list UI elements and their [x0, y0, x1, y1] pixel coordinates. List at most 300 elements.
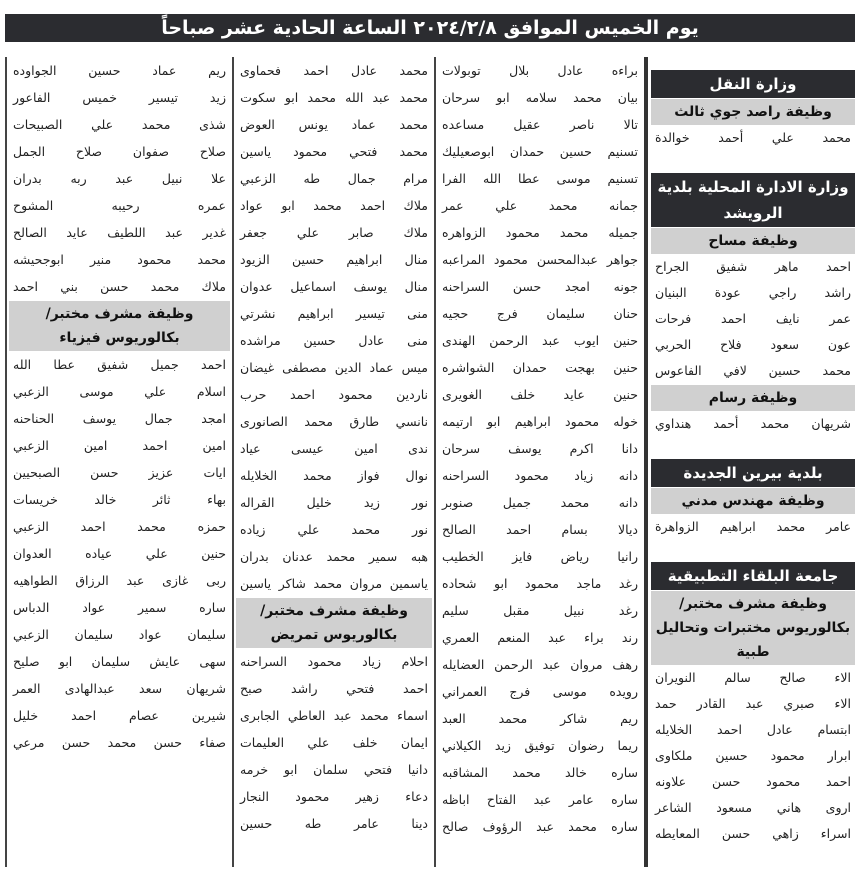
name-part: منال — [404, 279, 428, 294]
name-part: حسين — [291, 252, 325, 267]
name-part: براء — [584, 630, 604, 645]
name-part: الشواشره — [442, 360, 495, 375]
name-part: صبح — [240, 681, 263, 696]
candidate-name-row — [438, 678, 642, 705]
name-part: شفيق — [97, 357, 129, 372]
name-part: حجيه — [442, 306, 469, 321]
candidate-name-row — [651, 411, 855, 437]
candidate-name-row — [438, 462, 642, 489]
name-part: حسين — [303, 333, 336, 348]
name-part: الزعبي — [240, 171, 276, 186]
candidate-name-row — [236, 138, 432, 165]
candidate-name-row — [651, 691, 855, 717]
name-part: عمر — [829, 311, 851, 326]
name-part: الكيلاني — [442, 738, 482, 753]
name-part: العوض — [240, 117, 275, 132]
name-part: فحماوى — [240, 63, 281, 78]
name-part: اروى — [825, 800, 851, 815]
name-part: الفرا — [442, 171, 466, 186]
name-part: عدوان — [240, 279, 273, 294]
header-title: يوم الخميس الموافق ٢٠٢٤/٢/٨ الساعة الحادية عشر صباحاً — [161, 17, 699, 39]
name-part: علي — [297, 522, 320, 537]
name-part: بلال — [509, 63, 530, 78]
candidate-name-row — [438, 84, 642, 111]
name-part: محمد — [107, 735, 137, 750]
candidate-name-row — [438, 219, 642, 246]
name-part: عياد — [240, 441, 261, 456]
candidate-name-row — [236, 246, 432, 273]
name-part: علي — [307, 735, 330, 750]
candidate-name-row — [438, 327, 642, 354]
candidate-name-row — [236, 543, 432, 570]
name-part: امجد — [565, 279, 590, 294]
name-part: السراحنه — [442, 468, 490, 483]
name-part: رند — [621, 630, 638, 645]
name-part: بني — [60, 279, 78, 294]
name-part: المنعم — [497, 630, 531, 645]
name-part: ابراهيم — [719, 519, 756, 534]
candidate-name-row — [236, 381, 432, 408]
candidate-name-row — [651, 280, 855, 306]
name-part: السراحنه — [240, 654, 288, 669]
name-part: حمد — [655, 696, 677, 711]
name-part: الاء — [834, 696, 851, 711]
name-part: محمود — [565, 414, 600, 429]
name-part: موسى — [79, 384, 114, 399]
candidate-name-row — [438, 759, 642, 786]
name-part: ربه — [70, 171, 87, 186]
name-part: رياض — [560, 549, 590, 564]
candidate-name-row — [9, 273, 230, 300]
name-part: محمود — [770, 748, 805, 763]
name-part: السراحنه — [442, 279, 490, 294]
candidate-name-row — [651, 665, 855, 691]
name-part: زياده — [240, 522, 266, 537]
name-part: موسى — [556, 171, 591, 186]
name-part: نايف — [775, 311, 800, 326]
name-part: عدنان — [282, 549, 313, 564]
name-part: أحمد — [718, 130, 744, 145]
name-part: غازى — [162, 573, 189, 588]
name-part: محمود — [137, 252, 172, 267]
candidate-name-row — [236, 675, 432, 702]
name-part: العدوان — [13, 546, 52, 561]
name-part: موسى — [552, 684, 587, 699]
candidate-name-row — [438, 516, 642, 543]
name-part: الزعبي — [13, 519, 49, 534]
name-part: عبد — [165, 225, 183, 240]
name-part: دانه — [618, 495, 638, 510]
name-part: خلف — [510, 387, 536, 402]
name-part: تالا — [623, 117, 638, 132]
name-part: سليم — [442, 603, 469, 618]
candidate-name-row — [236, 327, 432, 354]
candidate-name-row — [9, 513, 230, 540]
name-part: حسين — [88, 63, 121, 78]
name-part: رغد — [618, 576, 638, 591]
name-part: طه — [304, 816, 322, 831]
name-part: ساره — [611, 765, 638, 780]
name-part: عمر — [442, 198, 464, 213]
name-part: محمود — [766, 774, 801, 789]
name-part: علي — [296, 225, 319, 240]
name-part: فتحي — [346, 681, 375, 696]
name-part: زيد — [209, 90, 226, 105]
name-part: حنين — [613, 387, 638, 402]
name-part: الرحمن — [494, 657, 533, 672]
name-part: محمد — [360, 708, 389, 723]
name-part: عمره — [197, 198, 226, 213]
candidate-name-row — [236, 111, 432, 138]
name-part: مصطفى — [282, 360, 327, 375]
name-part: عامر — [826, 519, 851, 534]
name-part: نور — [412, 495, 428, 510]
name-part: شذى — [199, 117, 226, 132]
name-part: الصالح — [442, 522, 476, 537]
name-part: محمد — [760, 416, 790, 431]
name-part: جميله — [608, 225, 638, 240]
name-part: شريهان — [186, 681, 226, 696]
name-part: ندى — [408, 441, 428, 456]
name-part: الجراح — [655, 259, 689, 274]
candidate-name-row — [236, 489, 432, 516]
name-part: تيسير — [355, 306, 385, 321]
name-part: محمد — [326, 549, 356, 564]
name-part: الفاعور — [13, 90, 51, 105]
name-part: حنان — [613, 306, 638, 321]
name-part: العضايله — [442, 657, 485, 672]
name-part: خرمه — [240, 762, 269, 777]
name-part: اكرم — [569, 441, 594, 456]
name-part: محمد — [313, 576, 343, 591]
name-part: سليمان — [74, 627, 114, 642]
name-part: الصبيحات — [13, 117, 63, 132]
name-part: رحيبه — [111, 198, 140, 213]
candidate-name-row — [236, 300, 432, 327]
name-part: الدين — [334, 360, 362, 375]
name-part: اسماعيل — [290, 279, 337, 294]
name-part: الهندى — [442, 333, 476, 348]
name-part: ثائر — [152, 492, 171, 507]
name-part: محمد — [141, 117, 171, 132]
candidate-name-row — [438, 624, 642, 651]
name-part: الفتاح — [486, 792, 517, 807]
job-title-heading: وظيفة رسام — [651, 384, 855, 411]
name-part: الزعبي — [13, 438, 49, 453]
candidate-name-row — [236, 354, 432, 381]
name-part: صبري — [783, 696, 815, 711]
name-part: عبد — [115, 171, 134, 186]
name-part: زياد — [574, 468, 594, 483]
name-part: نبيل — [161, 171, 183, 186]
name-part: زاهي — [772, 826, 799, 841]
department-heading: وزارة الادارة المحلية بلدية الرويشد — [651, 173, 855, 227]
name-part: ابراهيم — [514, 414, 551, 429]
name-part: هنداوي — [655, 416, 692, 431]
name-part: رضوان — [568, 738, 604, 753]
name-part: الله — [345, 90, 364, 105]
candidate-name-row — [236, 192, 432, 219]
name-part: ياسمين — [389, 576, 428, 591]
name-part: علا — [211, 171, 226, 186]
name-part: العمراني — [442, 684, 487, 699]
name-part: سعود — [770, 337, 799, 352]
name-part: صفوان — [132, 144, 169, 159]
name-part: جواهر — [606, 252, 638, 267]
name-part: الصالح — [13, 225, 47, 240]
name-part: مروان — [349, 576, 383, 591]
name-part: بهاء — [207, 492, 226, 507]
name-part: ابوجحيشه — [13, 252, 64, 267]
name-part: عماد — [351, 117, 376, 132]
name-part: صلاح — [75, 144, 103, 159]
name-part: مراشده — [240, 333, 281, 348]
name-part: نبيل — [563, 603, 585, 618]
name-part: حسن — [711, 774, 741, 789]
candidate-name-row — [651, 717, 855, 743]
name-part: الطواهيه — [13, 573, 58, 588]
name-part: مقبل — [503, 603, 530, 618]
name-part: محمد — [313, 198, 342, 213]
name-part: احلام — [401, 654, 428, 669]
column-2 — [438, 57, 642, 840]
name-part: ارتيمه — [442, 414, 473, 429]
candidate-name-row — [438, 651, 642, 678]
name-part: عبد — [333, 708, 352, 723]
name-part: حسن — [61, 735, 91, 750]
name-part: عبد — [126, 573, 145, 588]
name-part: زهير — [355, 789, 379, 804]
name-part: تسنيم — [607, 171, 638, 186]
name-part: ابراهيم — [346, 252, 383, 267]
name-part: سليمان — [91, 654, 131, 669]
name-part: محمد — [560, 495, 590, 510]
candidate-name-row — [438, 408, 642, 435]
name-part: الرحمن — [489, 333, 528, 348]
name-part: محمود — [493, 252, 528, 267]
name-part: الجواوده — [13, 63, 57, 78]
name-part: احمد — [142, 438, 168, 453]
name-part: محمد — [304, 414, 333, 429]
name-part: ربى — [206, 573, 226, 588]
name-part: حسين — [715, 748, 748, 763]
name-part: محمد — [559, 225, 589, 240]
name-part: حمدان — [509, 144, 545, 159]
name-part: دانه — [618, 468, 638, 483]
name-part: عطا — [518, 171, 540, 186]
name-part: فرحات — [655, 311, 692, 326]
candidate-name-row — [9, 405, 230, 432]
name-part: جمانه — [609, 198, 638, 213]
name-part: ساره — [199, 600, 226, 615]
candidate-name-row — [236, 570, 432, 597]
candidate-name-row — [236, 648, 432, 675]
name-part: محمد — [399, 90, 428, 105]
name-part: عيسى — [291, 441, 324, 456]
candidate-name-row — [438, 489, 642, 516]
name-part: زياد — [362, 654, 382, 669]
name-part: اباظه — [442, 792, 470, 807]
name-part: عبد — [542, 333, 560, 348]
name-part: حنين — [613, 333, 638, 348]
candidate-name-row — [438, 786, 642, 813]
name-part: صفاء — [199, 735, 226, 750]
name-part: ابو — [283, 762, 298, 777]
name-part: ملكاوى — [655, 748, 693, 763]
name-part: اللطيف — [107, 225, 146, 240]
name-part: عطا — [53, 357, 75, 372]
name-part: ابو — [494, 576, 508, 591]
candidate-name-row — [236, 165, 432, 192]
name-part: منى — [407, 333, 428, 348]
name-part: دينا — [411, 816, 428, 831]
name-part: محمد — [197, 252, 226, 267]
name-part: شيرين — [191, 708, 226, 723]
candidate-name-row — [438, 570, 642, 597]
name-part: ابراهيم — [297, 306, 334, 321]
name-part: خوله — [613, 414, 638, 429]
name-part: مسعود — [716, 800, 753, 815]
name-part: القادر — [696, 696, 726, 711]
name-part: ياسين — [240, 144, 272, 159]
name-part: نور — [412, 522, 428, 537]
column-divider — [232, 57, 234, 867]
name-part: ساره — [611, 819, 638, 834]
name-part: سمير — [137, 600, 167, 615]
name-part: عماد — [152, 63, 177, 78]
name-part: سليمان — [546, 306, 585, 321]
name-part: مرعي — [13, 735, 45, 750]
candidate-name-row — [9, 378, 230, 405]
name-part: حسين — [559, 144, 592, 159]
name-part: العليمات — [240, 735, 285, 750]
candidate-name-row — [236, 702, 432, 729]
name-part: توفيق — [524, 738, 555, 753]
name-part: الزعبي — [13, 627, 49, 642]
name-part: ماهر — [774, 259, 799, 274]
name-part: صالح — [442, 819, 469, 834]
name-part: جميل — [502, 495, 532, 510]
candidate-name-row — [438, 111, 642, 138]
candidate-name-row — [651, 358, 855, 384]
candidate-name-row — [9, 567, 230, 594]
name-part: سالم — [724, 670, 751, 685]
name-part: هاني — [776, 800, 802, 815]
name-part: خميس — [82, 90, 117, 105]
candidate-name-row — [9, 351, 230, 378]
name-part: محمود — [338, 387, 373, 402]
name-part: صنوبر — [442, 495, 474, 510]
name-part: احمد — [716, 722, 742, 737]
name-part: صابر — [348, 225, 374, 240]
name-part: محمد — [399, 117, 428, 132]
name-part: الجمل — [13, 144, 46, 159]
name-part: اسراء — [820, 826, 851, 841]
name-part: حسن — [153, 735, 182, 750]
candidate-name-row — [438, 300, 642, 327]
candidate-name-row — [236, 219, 432, 246]
name-part: المشاقبه — [442, 765, 488, 780]
name-part: حسن — [100, 279, 129, 294]
candidate-name-row — [236, 408, 432, 435]
name-part: اسلام — [196, 384, 226, 399]
name-part: دانيا — [407, 762, 428, 777]
name-part: سهى — [199, 654, 226, 669]
name-part: محمد — [568, 819, 597, 834]
name-part: مروان — [570, 657, 603, 672]
candidate-name-row — [438, 435, 642, 462]
name-part: ابرار — [827, 748, 851, 763]
name-part: الخلايله — [240, 468, 278, 483]
name-part: امين — [83, 438, 108, 453]
candidate-name-row — [438, 354, 642, 381]
name-part: يونس — [298, 117, 328, 132]
name-part: ريم — [620, 711, 638, 726]
section-spacer — [651, 540, 855, 562]
name-part: فايز — [512, 549, 533, 564]
name-part: ريم — [208, 63, 226, 78]
candidate-name-row — [9, 192, 230, 219]
name-part: القراله — [240, 495, 275, 510]
name-part: محمود — [295, 789, 330, 804]
name-part: سكوت — [240, 90, 276, 105]
name-part: اسماء — [397, 708, 428, 723]
name-part: المعايطه — [655, 826, 700, 841]
name-part: الله — [482, 171, 502, 186]
name-part: ماجد — [576, 576, 602, 591]
name-part: براءه — [611, 63, 638, 78]
job-title-heading: وظيفة مشرف مختبر/بكالوريوس فيزياء — [9, 300, 230, 351]
name-part: عواد — [240, 198, 263, 213]
name-part: العمر — [13, 681, 41, 696]
name-part: عون — [827, 337, 851, 352]
name-part: العاطي — [287, 708, 326, 723]
job-title-heading: وظيفة مهندس مدني — [651, 487, 855, 514]
candidate-name-row — [438, 597, 642, 624]
name-part: فرج — [496, 306, 518, 321]
name-part: محمود — [524, 576, 559, 591]
name-part: سلامه — [525, 90, 558, 105]
candidate-name-row — [236, 57, 432, 84]
name-part: احمد — [303, 63, 329, 78]
name-part: امين — [354, 441, 378, 456]
name-part: ملاك — [201, 279, 226, 294]
name-part: فتحي — [349, 144, 378, 159]
name-part: علاونه — [655, 774, 687, 789]
name-part: محمد — [498, 711, 528, 726]
department-heading: بلدية بيرين الجديدة — [651, 459, 855, 487]
name-part: احمد — [360, 198, 386, 213]
column-divider — [5, 57, 7, 867]
name-part: غدير — [202, 225, 226, 240]
name-part: محمد — [512, 765, 541, 780]
job-title-heading: وظيفة مشرف مختبر/بكالوريوس مختبرات وتحاليل طبية — [651, 590, 855, 665]
name-part: خلف — [352, 735, 378, 750]
name-part: الغويرى — [442, 387, 482, 402]
name-part: احمد — [506, 522, 532, 537]
name-part: مساعده — [442, 117, 485, 132]
name-part: طارق — [349, 414, 380, 429]
candidate-name-row — [438, 381, 642, 408]
candidate-name-row — [9, 84, 230, 111]
name-part: حمزه — [197, 519, 226, 534]
name-part: ابو — [496, 90, 510, 105]
name-part: رغد — [618, 603, 638, 618]
name-part: علي — [144, 384, 167, 399]
name-part: زيد — [494, 738, 511, 753]
name-part: محمد — [776, 519, 806, 534]
name-part: عواد — [138, 627, 162, 642]
